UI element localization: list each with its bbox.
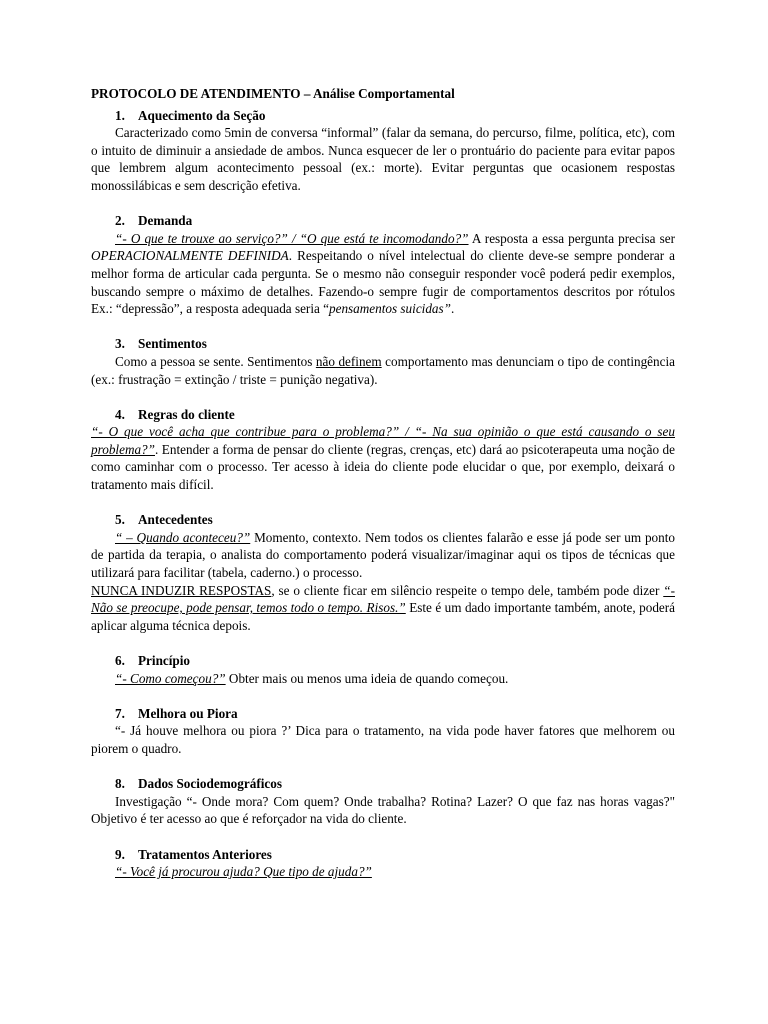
text-run: Obter mais ou menos uma ideia de quando começou. — [225, 670, 509, 686]
question-quote: “- Não se preocupe, pode pensar, temos todo o tempo. Risos.” — [91, 582, 675, 616]
section-demanda — [91, 212, 675, 318]
section-dados-sociodemograficos — [91, 775, 675, 828]
section-heading — [91, 652, 675, 670]
section-text: Investigação “- Onde mora? Com quem? Onde trabalha? Rotina? Lazer? O que faz nas horas vagas?" Objetivo é ter acesso ao que é reforçador na vida do cliente. — [91, 793, 675, 827]
section-heading — [91, 107, 675, 125]
section-number: 5. — [115, 512, 125, 528]
section-heading — [91, 775, 675, 793]
section-tratamentos-anteriores — [91, 846, 675, 881]
section-number: 4. — [115, 406, 125, 422]
text-run: . Entender a forma de pensar do cliente (regras, crenças, etc) dará ao psicoterapeuta uma noção de como caminhar com o processo. Ter acesso à ideia do cliente pode elucidar o que, por exemplo, deixará o tratamento mais difícil. — [91, 441, 675, 493]
section-text: “- Já houve melhora ou piora ?’ Dica para o tratamento, na vida pode haver fatores que melhorem ou piorem o quadro. — [91, 723, 675, 756]
section-number: 7. — [115, 705, 125, 721]
text-run: Este é um dado importante também, anote, poderá aplicar alguma técnica depois. — [91, 600, 676, 633]
section-title: Tratamentos Anteriores — [138, 846, 272, 862]
section-heading — [91, 846, 675, 864]
underlined-text: NUNCA INDUZIR RESPOSTAS — [91, 582, 272, 598]
question-quote: “- Você já procurou ajuda? Que tipo de ajuda?” — [115, 864, 372, 880]
text-run: Como a pessoa se sente. Sentimentos — [115, 353, 316, 369]
section-antecedentes — [91, 511, 675, 634]
section-heading — [91, 705, 675, 723]
text-run: Momento, contexto. Nem todos os clientes falarão e esse já pode ser um ponto de partida da terapia, o analista do comportamento poderá visualizar/imaginar aqui os tipos de técnicas que utilizará para facilitar (tabela, caderno.) o processo. — [91, 529, 675, 581]
section-title: Princípio — [138, 653, 191, 668]
section-text — [91, 423, 675, 493]
section-number: 8. — [115, 776, 125, 792]
section-number: 9. — [115, 846, 125, 862]
section-title: Antecedentes — [138, 512, 213, 528]
section-text — [91, 863, 675, 881]
section-title: Demanda — [138, 213, 193, 229]
section-principio — [91, 652, 675, 687]
text-run: comportamento mas denunciam o tipo de contingência (ex.: frustração = extinção / triste = punição negativa). — [91, 353, 676, 387]
document-page — [91, 85, 675, 898]
section-title: Regras do cliente — [138, 406, 235, 422]
section-heading — [91, 335, 675, 353]
section-number: 6. — [115, 653, 125, 668]
section-number: 3. — [115, 336, 125, 352]
question-quote: “- Como começou?” — [115, 670, 226, 686]
section-heading — [91, 406, 675, 424]
section-text — [91, 529, 675, 582]
section-number: 1. — [115, 107, 125, 123]
text-run: A resposta a essa pergunta precisa ser — [468, 230, 675, 246]
section-heading — [91, 511, 675, 529]
section-text — [91, 670, 675, 688]
section-text — [91, 582, 675, 635]
section-text — [91, 230, 675, 318]
section-heading — [91, 212, 675, 230]
document-title: PROTOCOLO DE ATENDIMENTO – Análise Comportamental — [91, 86, 455, 101]
emphasis-text: OPERACIONALMENTE DEFINIDA — [91, 248, 289, 264]
section-sentimentos — [91, 335, 675, 388]
section-melhora-piora — [91, 705, 675, 758]
text-run: . Respeitando o nível intelectual do cliente deve-se sempre ponderar a melhor forma de articular cada pergunta. Se o mesmo não conseguir responder você poderá pedir exemplos, buscando sempre o máximo de detalhes. Fazendo-o sempre fugir de comportamentos descritos por rótulos Ex.: “depressão”, a resposta adequada seria “ — [91, 248, 675, 317]
section-title: Melhora ou Piora — [138, 705, 238, 721]
section-title: Aquecimento da Seção — [138, 107, 266, 123]
section-title: Dados Sociodemográficos — [138, 776, 282, 792]
question-quote: “ – Quando aconteceu?” — [115, 529, 251, 545]
section-text — [91, 353, 675, 388]
question-quote: “- O que você acha que contribue para o problema?” / “- Na sua opinião o que está causando o seu problema?” — [91, 424, 675, 457]
section-regras — [91, 406, 675, 494]
underlined-text: não definem — [315, 353, 382, 369]
section-aquecimento — [91, 107, 675, 195]
section-title: Sentimentos — [138, 336, 207, 352]
text-run: , se o cliente ficar em silêncio respeite o tempo dele, também pode dizer — [271, 582, 664, 598]
section-text: Caracterizado como 5min de conversa “informal” (falar da semana, do percurso, filme, política, etc), com o intuito de diminuir a ansiedade de ambos. Nunca esquecer de ler o prontuário do paciente para evitar papos que lembrem algum acontecimento pessoal (ex.: morte). Evitar perguntas que ocasionem respostas monossilábicas e sem descrição efetiva. — [91, 125, 675, 193]
question-quote: “- O que te trouxe ao serviço?” / “O que está te incomodando?” — [115, 230, 469, 246]
section-number: 2. — [115, 213, 125, 229]
text-run: . — [450, 301, 455, 317]
emphasis-text: pensamentos suicidas” — [329, 301, 451, 317]
